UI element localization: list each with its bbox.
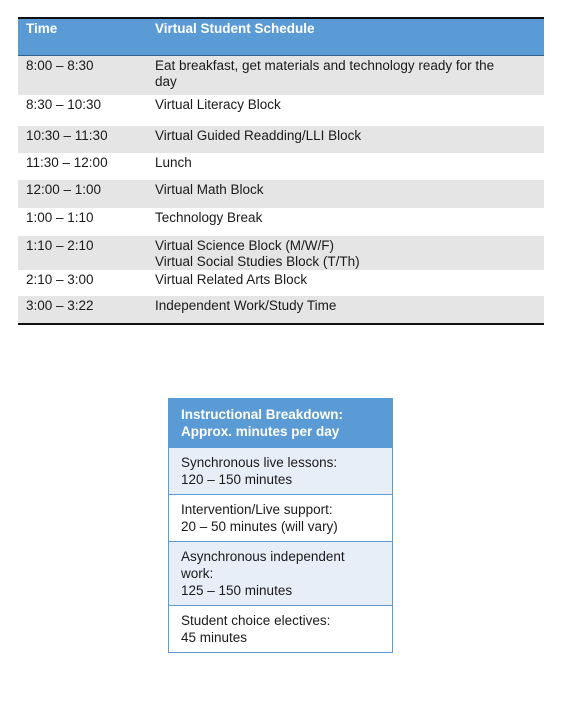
time-cell: 1:00 – 1:10 <box>26 210 94 225</box>
breakdown-line: 120 – 150 minutes <box>181 472 293 487</box>
schedule-header <box>18 19 544 56</box>
time-cell: 2:10 – 3:00 <box>26 272 94 287</box>
breakdown-line: Asynchronous independent <box>181 549 345 564</box>
schedule-row <box>18 208 544 236</box>
activity-cell <box>155 238 535 270</box>
activity-line: Virtual Science Block (M/W/F) <box>155 238 335 253</box>
breakdown-row <box>169 447 392 494</box>
activity-cell <box>155 210 535 226</box>
activity-line: Virtual Social Studies Block (T/Th) <box>155 254 360 269</box>
schedule-row <box>18 95 544 126</box>
breakdown-row <box>169 494 392 541</box>
breakdown-line: Student choice electives: <box>181 613 331 628</box>
breakdown-rows <box>169 447 392 652</box>
activity-line: Virtual Related Arts Block <box>155 272 308 287</box>
schedule-row <box>18 126 544 153</box>
activity-line: Virtual Math Block <box>155 182 264 197</box>
activity-line: Independent Work/Study Time <box>155 298 337 313</box>
time-cell: 1:10 – 2:10 <box>26 238 94 253</box>
breakdown-line: 125 – 150 minutes <box>181 583 293 598</box>
schedule-row <box>18 270 544 296</box>
activity-line: Lunch <box>155 155 192 170</box>
time-cell: 11:30 – 12:00 <box>26 155 108 170</box>
breakdown-line: Intervention/Live support: <box>181 502 333 517</box>
time-cell: 12:00 – 1:00 <box>26 182 102 197</box>
schedule-column-header: Virtual Student Schedule <box>155 21 315 36</box>
time-cell: 8:00 – 8:30 <box>26 58 94 73</box>
time-cell: 3:00 – 3:22 <box>26 298 94 313</box>
breakdown-line: Synchronous live lessons: <box>181 455 338 470</box>
activity-cell <box>155 155 535 171</box>
activity-cell <box>155 298 535 314</box>
breakdown-header-line: Instructional Breakdown: <box>181 407 344 422</box>
time-cell: 10:30 – 11:30 <box>26 128 108 143</box>
activity-line: Eat breakfast, get materials and technology ready for the <box>155 58 495 73</box>
breakdown-line: 20 – 50 minutes (will vary) <box>181 519 338 534</box>
schedule-table <box>18 17 544 325</box>
breakdown-row <box>169 605 392 652</box>
schedule-row <box>18 180 544 208</box>
schedule-row <box>18 153 544 180</box>
schedule-row <box>18 296 544 323</box>
activity-line: day <box>155 74 177 89</box>
schedule-row <box>18 56 544 95</box>
breakdown-header <box>169 399 392 447</box>
activity-cell <box>155 128 535 144</box>
breakdown-header-line: Approx. minutes per day <box>181 424 340 439</box>
instructional-breakdown-table <box>168 398 393 653</box>
time-cell: 8:30 – 10:30 <box>26 97 102 112</box>
schedule-rows <box>18 56 544 323</box>
activity-cell <box>155 272 535 288</box>
activity-line: Virtual Literacy Block <box>155 97 281 112</box>
activity-line: Technology Break <box>155 210 263 225</box>
schedule-row <box>18 236 544 270</box>
activity-line: Virtual Guided Readding/LLI Block <box>155 128 362 143</box>
breakdown-row <box>169 541 392 605</box>
activity-cell <box>155 97 535 113</box>
time-column-header: Time <box>26 21 58 36</box>
activity-cell <box>155 58 535 90</box>
breakdown-line: work: <box>181 566 214 581</box>
activity-cell <box>155 182 535 198</box>
breakdown-line: 45 minutes <box>181 630 248 645</box>
